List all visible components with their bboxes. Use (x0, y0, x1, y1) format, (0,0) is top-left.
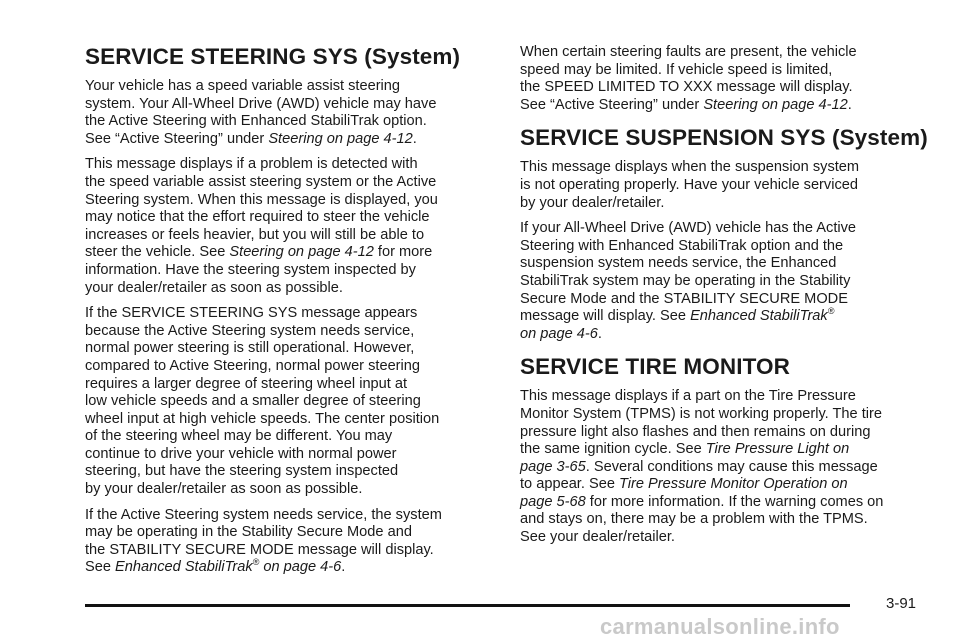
text-line: Monitor System (TPMS) is not working properly. The tire (520, 405, 882, 422)
text-fragment: to appear. See (520, 476, 619, 493)
paragraph-tire-monitor (520, 388, 920, 546)
paragraph-suspension-awd (520, 220, 920, 343)
text-line: normal power steering is still operational. However, (85, 340, 415, 357)
paragraph-suspension-intro (520, 159, 920, 212)
text-fragment: . (412, 130, 417, 147)
watermark-text: carmanualsonline.info (600, 614, 840, 639)
cross-reference-link[interactable]: Steering on page 4-12 (229, 244, 374, 261)
text-line: the STABILITY SECURE MODE message will display. (85, 541, 434, 558)
text-line: Steering with Enhanced StabiliTrak option and the (520, 237, 844, 254)
text-line: information. Have the steering system inspected by (85, 261, 416, 278)
text-line: Steering system. When this message is displayed, you (85, 191, 438, 208)
footer-rule (85, 604, 850, 607)
text-line: may be operating in the Stability Secure Mode and (85, 524, 412, 541)
text-line: When certain steering faults are present, the vehicle (520, 44, 857, 60)
cross-reference-link[interactable]: Steering on page 4-12 (703, 96, 848, 113)
text-fragment: the same ignition cycle. See (520, 441, 706, 458)
text-line (85, 559, 485, 577)
text-line: by your dealer/retailer as soon as possible. (85, 481, 363, 498)
registered-mark: ® (827, 306, 835, 317)
text-fragment: . (847, 96, 852, 113)
text-line (520, 476, 920, 494)
text-fragment: See “Active Steering” under (85, 130, 269, 147)
text-line (85, 131, 485, 149)
text-line: compared to Active Steering, normal power steering (85, 357, 421, 374)
text-fragment: See (85, 559, 116, 576)
text-line: If the SERVICE STEERING SYS message appears (85, 305, 418, 322)
text-fragment: for more (373, 244, 433, 261)
text-fragment: . Several conditions may cause this message (585, 458, 878, 475)
text-line: requires a larger degree of steering wheel input at (85, 375, 408, 392)
section-heading-service-tire-monitor: SERVICE TIRE MONITOR (520, 354, 790, 380)
cross-reference-link[interactable] (690, 308, 834, 324)
paragraph-steering-intro (85, 78, 485, 148)
text-line (85, 244, 485, 262)
text-line: of the steering wheel may be different. You may (85, 428, 393, 445)
text-fragment: See “Active Steering” under (520, 96, 704, 113)
cross-reference-link[interactable]: Tire Pressure Monitor Operation on (619, 476, 848, 493)
text-line: low vehicle speeds and a smaller degree of steering (85, 393, 421, 410)
text-line: the speed variable assist steering system or the Active (85, 173, 437, 190)
text-fragment: for more information. If the warning comes on (585, 493, 884, 510)
text-fragment: message will display. See (520, 308, 691, 325)
section-heading-service-suspension: SERVICE SUSPENSION SYS (System) (520, 125, 928, 151)
text-line: continue to drive your vehicle with normal power (85, 445, 397, 462)
text-line: your dealer/retailer as soon as possible. (85, 279, 343, 296)
left-column (85, 44, 485, 585)
paragraph-steering-operational (85, 305, 485, 499)
text-line: suspension system needs service, the Enhanced (520, 255, 837, 272)
right-column (520, 44, 928, 555)
text-line: the SPEED LIMITED TO XXX message will display. (520, 79, 853, 96)
link-text: Enhanced StabiliTrak (115, 559, 253, 576)
text-line (520, 308, 920, 326)
page-number: 3-91 (886, 595, 917, 612)
text-line (520, 326, 920, 344)
paragraph-speed-limited (520, 44, 920, 114)
text-line: If the Active Steering system needs service, the system (85, 506, 442, 523)
link-text: on page 4-6 (259, 559, 342, 576)
text-line: steering, but have the steering system inspected (85, 463, 399, 480)
cross-reference-link[interactable]: Tire Pressure Light on (705, 441, 850, 458)
text-line: because the Active Steering system needs service, (85, 322, 415, 339)
text-line: speed may be limited. If vehicle speed is limited, (520, 61, 833, 78)
text-line: and stays on, there may be a problem with the TPMS. (520, 511, 868, 528)
text-fragment: steer the vehicle. See (85, 244, 230, 261)
paragraph-stability-secure (85, 507, 485, 577)
cross-reference-link[interactable] (115, 559, 341, 575)
paragraph-steering-problem (85, 156, 485, 297)
text-line: If your All-Wheel Drive (AWD) vehicle has the Active (520, 220, 857, 237)
text-line: Your vehicle has a speed variable assist steering (85, 78, 401, 94)
cross-reference-link[interactable]: on page 4-6 (520, 325, 598, 342)
text-line (520, 494, 920, 512)
text-line: by your dealer/retailer. (520, 194, 665, 211)
cross-reference-link[interactable]: page 5-68 (520, 493, 586, 510)
text-fragment: . (597, 325, 602, 342)
text-line: This message displays when the suspension system (520, 159, 860, 176)
registered-mark: ® (252, 557, 260, 568)
text-line: may notice that the effort required to steer the vehicle (85, 209, 430, 226)
text-line: StabiliTrak system may be operating in the Stability (520, 272, 851, 289)
text-line: pressure light also flashes and then remains on during (520, 423, 871, 440)
text-line: Secure Mode and the STABILITY SECURE MODE (520, 290, 848, 307)
text-line: increases or feels heavier, but you will still be able to (85, 226, 425, 243)
text-line (520, 441, 920, 459)
text-line: wheel input at high vehicle speeds. The center position (85, 410, 440, 427)
text-line: See your dealer/retailer. (520, 529, 675, 546)
link-text: Enhanced StabiliTrak (690, 308, 828, 325)
text-line: the Active Steering with Enhanced StabiliTrak option. (85, 113, 427, 130)
text-fragment: . (341, 559, 346, 576)
text-line: system. Your All-Wheel Drive (AWD) vehicle may have (85, 95, 437, 112)
cross-reference-link[interactable]: page 3-65 (520, 458, 586, 475)
text-line: This message displays if a problem is detected with (85, 156, 418, 173)
text-line: is not operating properly. Have your vehicle serviced (520, 176, 858, 193)
section-heading-service-steering: SERVICE STEERING SYS (System) (85, 44, 461, 69)
cross-reference-link[interactable]: Steering on page 4-12 (268, 130, 413, 147)
text-line: This message displays if a part on the Tire Pressure (520, 388, 856, 405)
text-line (520, 97, 920, 115)
text-line (520, 459, 920, 477)
